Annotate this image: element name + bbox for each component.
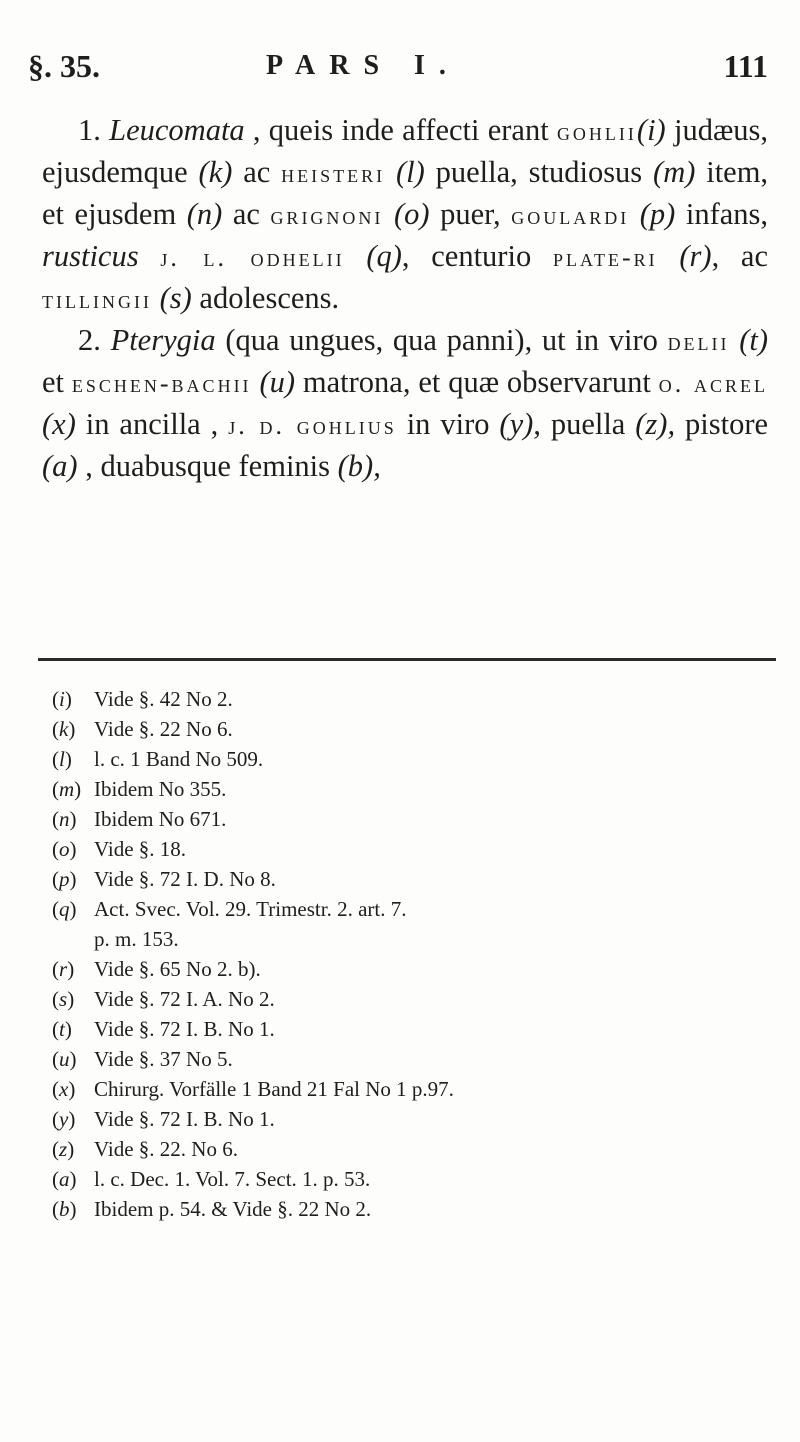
footnote-mark: (y) — [52, 1107, 76, 1131]
footnote-mark: (q) — [52, 897, 77, 921]
footnote — [52, 804, 772, 834]
author-name: j. d. gohlius — [228, 411, 397, 440]
footnote-ref[interactable]: (i) — [636, 113, 666, 147]
text-run: , duabusque feminis — [85, 449, 331, 483]
footnote-text: Vide §. 72 I. D. No 8. — [94, 867, 276, 891]
footnote-ref[interactable]: (m) — [653, 155, 696, 189]
footnote-text-continued: p. m. 153. — [94, 927, 179, 951]
footnote-mark: (s) — [52, 987, 75, 1011]
page-number: 111 — [723, 48, 768, 84]
text-run: puella, studiosus — [435, 155, 643, 189]
footnote-ref[interactable]: (l) — [396, 155, 425, 189]
text-run: adolescens. — [199, 281, 340, 315]
footnote-mark: (m) — [52, 777, 82, 801]
text-run: et — [42, 365, 65, 399]
term-pterygia: Pterygia — [110, 323, 216, 357]
text-run: in ancilla , — [85, 407, 219, 441]
footnote-mark: (k) — [52, 717, 76, 741]
footnote-text: l. c. 1 Band No 509. — [94, 747, 264, 771]
footnote-mark: (x) — [52, 1077, 76, 1101]
item-number: 2. — [78, 323, 101, 357]
footnote-ref[interactable]: (a) — [42, 449, 78, 483]
author-name: heisteri — [281, 159, 386, 188]
footnote-ref[interactable]: (p) — [639, 197, 676, 231]
term-leucomata: Leucomata — [109, 113, 245, 147]
footnote-text: Chirurg. Vorfälle 1 Band 21 Fal No 1 p.97. — [94, 1077, 454, 1101]
text-run: in viro — [406, 407, 490, 441]
footnote-mark: (l) — [52, 747, 72, 771]
footnote — [52, 954, 772, 984]
footnote — [52, 864, 772, 894]
text-run: judæus, ejusdemque — [42, 113, 769, 189]
footnote-text: Vide §. 22 No 6. — [94, 717, 233, 741]
footnote — [52, 1194, 772, 1224]
text-run: ac — [232, 197, 260, 231]
footnotes — [52, 684, 772, 1224]
footnote — [52, 1014, 772, 1044]
part-title: PARS I. — [266, 50, 460, 81]
footnote-mark: (z) — [52, 1137, 75, 1161]
footnote-ref[interactable]: (b), — [337, 449, 381, 483]
footnote-mark: (t) — [52, 1017, 72, 1041]
footnote-divider — [38, 658, 776, 661]
text-run: infans, — [685, 197, 769, 231]
section-number: §. 35. — [28, 48, 100, 84]
footnote-text: Ibidem No 355. — [94, 777, 227, 801]
footnote-text: Vide §. 18. — [94, 837, 187, 861]
text-run: ac — [243, 155, 271, 189]
footnote-text: Vide §. 42 No 2. — [94, 687, 233, 711]
author-name: eschen-bachii — [71, 369, 252, 398]
footnote — [52, 894, 772, 954]
footnote-mark: (i) — [52, 687, 72, 711]
footnote — [52, 774, 772, 804]
footnote-text: Vide §. 22. No 6. — [94, 1137, 238, 1161]
footnote-text: Ibidem No 671. — [94, 807, 227, 831]
text-run: matrona, et quæ observarunt — [302, 365, 651, 399]
footnote — [52, 684, 772, 714]
paragraph-pterygia — [42, 320, 768, 486]
author-name: j. l. odhelii — [160, 243, 345, 272]
main-text — [42, 110, 768, 486]
text-run: puella — [550, 407, 626, 441]
footnote — [52, 1074, 772, 1104]
footnote — [52, 714, 772, 744]
footnote-text: Act. Svec. Vol. 29. Trimestr. 2. art. 7. — [94, 897, 407, 921]
author-name: delii — [667, 327, 730, 356]
footnote — [52, 834, 772, 864]
item-number: 1. — [78, 113, 101, 147]
footnote-ref[interactable]: (u) — [259, 365, 296, 399]
text-run: , ac — [711, 239, 769, 273]
author-name: tillingii — [42, 285, 152, 314]
footnote-mark: (n) — [52, 807, 77, 831]
footnote-mark: (r) — [52, 957, 75, 981]
running-head — [28, 48, 768, 88]
text-run: item, et ejusdem — [42, 155, 769, 231]
author-name: grignoni — [270, 201, 384, 230]
footnote-ref[interactable]: (n) — [186, 197, 223, 231]
footnote-mark: (b) — [52, 1197, 77, 1221]
footnote-ref[interactable]: (k) — [198, 155, 233, 189]
text-run: , queis inde affecti erant — [252, 113, 549, 147]
text-run: pistore — [685, 407, 769, 441]
paragraph-leucomata — [42, 110, 768, 320]
footnote-mark: (a) — [52, 1167, 77, 1191]
footnote — [52, 744, 772, 774]
footnote-ref[interactable]: (o) — [393, 197, 430, 231]
footnote-ref[interactable]: (t) — [739, 323, 769, 357]
author-name: o. acrel — [658, 369, 769, 398]
footnote-text: Vide §. 72 I. A. No 2. — [94, 987, 275, 1011]
footnote — [52, 1164, 772, 1194]
footnote-ref[interactable]: (y), — [499, 407, 541, 441]
footnote-ref[interactable]: (x) — [42, 407, 76, 441]
footnote-ref[interactable]: (q) — [366, 239, 402, 273]
footnote-mark: (p) — [52, 867, 77, 891]
footnote-text: Vide §. 65 No 2. b). — [94, 957, 261, 981]
footnote-ref[interactable]: (s) — [159, 281, 192, 315]
footnote — [52, 984, 772, 1014]
footnote-mark: (u) — [52, 1047, 77, 1071]
footnote-text: l. c. Dec. 1. Vol. 7. Sect. 1. p. 53. — [94, 1167, 371, 1191]
footnote-ref[interactable]: (z), — [635, 407, 676, 441]
footnote-text: Ibidem p. 54. & Vide §. 22 No 2. — [94, 1197, 372, 1221]
text-run: puer, — [440, 197, 501, 231]
footnote-text: Vide §. 72 I. B. No 1. — [94, 1107, 275, 1131]
text-run: rusticus — [42, 239, 139, 273]
author-name: goulardi — [511, 201, 630, 230]
text-run: , centurio — [401, 239, 532, 273]
footnote-text: Vide §. 37 No 5. — [94, 1047, 233, 1071]
author-name: gohlii — [556, 117, 637, 146]
footnote-ref[interactable]: (r) — [679, 239, 712, 273]
footnote-text: Vide §. 72 I. B. No 1. — [94, 1017, 275, 1041]
author-name: plate-ri — [552, 243, 658, 272]
text-run: (qua ungues, qua panni), ut in viro — [225, 323, 658, 357]
footnote-mark: (o) — [52, 837, 77, 861]
footnote — [52, 1044, 772, 1074]
footnote — [52, 1104, 772, 1134]
footnote — [52, 1134, 772, 1164]
